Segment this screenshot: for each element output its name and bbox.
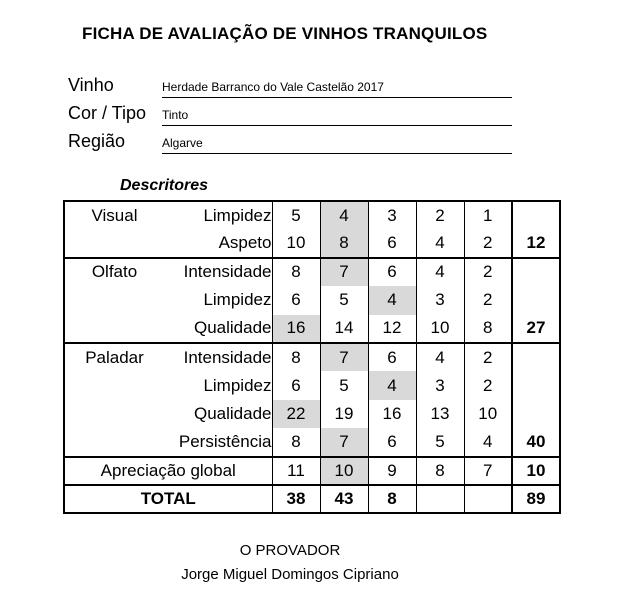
group-label-paladar: Paladar (64, 343, 164, 371)
score-cell: 1 (464, 201, 512, 229)
group-score-olfato: 27 (512, 315, 560, 343)
group-label-empty (64, 286, 164, 314)
score-cell-selected: 7 (320, 428, 368, 456)
score-cell: 5 (272, 201, 320, 229)
score-cell: 2 (464, 371, 512, 399)
info-label-regiao: Região (68, 131, 126, 151)
score-cell-selected: 10 (320, 457, 368, 485)
group-score-paladar: 40 (512, 428, 560, 456)
group-label-empty (64, 229, 164, 257)
total-cell (416, 485, 464, 513)
descriptor-label: Qualidade (193, 403, 272, 423)
total-label: TOTAL (64, 485, 272, 513)
total-row (64, 485, 560, 513)
score-cell: 3 (416, 371, 464, 399)
descriptor-label: Intensidade (164, 258, 272, 286)
score-cell: 3 (416, 286, 464, 314)
descriptor-label: Persistência (178, 431, 272, 451)
score-cell: 19 (320, 400, 368, 428)
score-cell: 8 (272, 258, 320, 286)
score-cell: 8 (272, 428, 320, 456)
table-row (64, 343, 560, 371)
score-cell: 10 (416, 315, 464, 343)
score-cell: 6 (272, 286, 320, 314)
score-cell: 5 (320, 371, 368, 399)
group-label-empty (64, 315, 164, 343)
group-label-olfato: Olfato (64, 258, 164, 286)
table-row (64, 428, 560, 456)
score-cell: 6 (368, 229, 416, 257)
score-cell: 4 (416, 343, 464, 371)
score-cell: 5 (416, 428, 464, 456)
group-label-empty (64, 371, 164, 399)
descriptor-label: Aspeto (218, 233, 272, 253)
score-cell-selected: 16 (272, 315, 320, 343)
group-score-apreciacao: 10 (512, 457, 560, 485)
score-cell: 12 (368, 315, 416, 343)
score-cell: 4 (416, 229, 464, 257)
score-cell: 6 (368, 428, 416, 456)
score-cell: 3 (368, 201, 416, 229)
score-cell: 6 (368, 258, 416, 286)
table-row (64, 457, 560, 485)
group-score-cell (512, 371, 560, 399)
table-row (64, 315, 560, 343)
score-cell-selected: 8 (320, 229, 368, 257)
score-cell-selected: 4 (368, 286, 416, 314)
evaluation-table (63, 200, 561, 514)
descritores-heading: Descritores (120, 177, 209, 194)
score-cell: 5 (320, 286, 368, 314)
form-title: FICHA DE AVALIAÇÃO DE VINHOS TRANQUILOS (82, 24, 488, 43)
score-cell: 2 (464, 343, 512, 371)
score-cell: 2 (416, 201, 464, 229)
info-label-vinho: Vinho (68, 75, 114, 95)
score-cell-selected: 7 (320, 258, 368, 286)
score-cell: 8 (272, 343, 320, 371)
info-label-cor-tipo: Cor / Tipo (68, 103, 147, 123)
info-row-regiao (68, 130, 512, 154)
table-row (64, 371, 560, 399)
score-cell: 11 (272, 457, 320, 485)
group-score-cell (512, 201, 560, 229)
taster-name: Jorge Miguel Domingos Cipriano (181, 566, 399, 583)
taster-role: O PROVADOR (239, 542, 341, 559)
table-row (64, 201, 560, 229)
group-score-cell (512, 286, 560, 314)
score-cell-selected: 4 (368, 371, 416, 399)
score-cell: 2 (464, 286, 512, 314)
group-score-cell (512, 400, 560, 428)
info-value-vinho: Herdade Barranco do Vale Castelão 2017 (162, 77, 512, 98)
table-row (64, 258, 560, 286)
total-cell (464, 485, 512, 513)
descriptor-label: Qualidade (193, 318, 272, 338)
score-cell: 7 (464, 457, 512, 485)
score-cell: 4 (416, 258, 464, 286)
score-cell: 10 (464, 400, 512, 428)
score-cell: 4 (464, 428, 512, 456)
score-cell: 16 (368, 400, 416, 428)
score-cell-selected: 4 (320, 201, 368, 229)
score-cell: 6 (272, 371, 320, 399)
score-cell: 8 (416, 457, 464, 485)
total-cell: 38 (272, 485, 320, 513)
score-cell: 2 (464, 229, 512, 257)
score-cell: 6 (368, 343, 416, 371)
info-value-cor-tipo: Tinto (162, 105, 512, 126)
score-cell: 8 (464, 315, 512, 343)
group-label-empty (64, 428, 164, 456)
descriptor-label: Limpidez (164, 201, 272, 229)
group-label-visual: Visual (64, 201, 164, 229)
score-cell: 14 (320, 315, 368, 343)
group-score-cell (512, 258, 560, 286)
info-row-vinho (68, 74, 512, 98)
group-score-cell (512, 343, 560, 371)
group-score-visual: 12 (512, 229, 560, 257)
total-score: 89 (512, 485, 560, 513)
info-row-cor-tipo (68, 102, 512, 126)
table-row (64, 286, 560, 314)
score-cell: 10 (272, 229, 320, 257)
table-row (64, 400, 560, 428)
total-cell: 8 (368, 485, 416, 513)
score-cell: 2 (464, 258, 512, 286)
info-value-regiao: Algarve (162, 133, 512, 154)
score-cell: 13 (416, 400, 464, 428)
score-cell-selected: 22 (272, 400, 320, 428)
descriptor-label: Intensidade (164, 343, 272, 371)
group-label-empty (64, 400, 164, 428)
score-cell-selected: 7 (320, 343, 368, 371)
descriptor-label: Limpidez (203, 375, 272, 395)
group-label-apreciacao: Apreciação global (64, 457, 272, 485)
score-cell: 9 (368, 457, 416, 485)
table-row (64, 229, 560, 257)
descriptor-label: Limpidez (203, 290, 272, 310)
total-cell: 43 (320, 485, 368, 513)
